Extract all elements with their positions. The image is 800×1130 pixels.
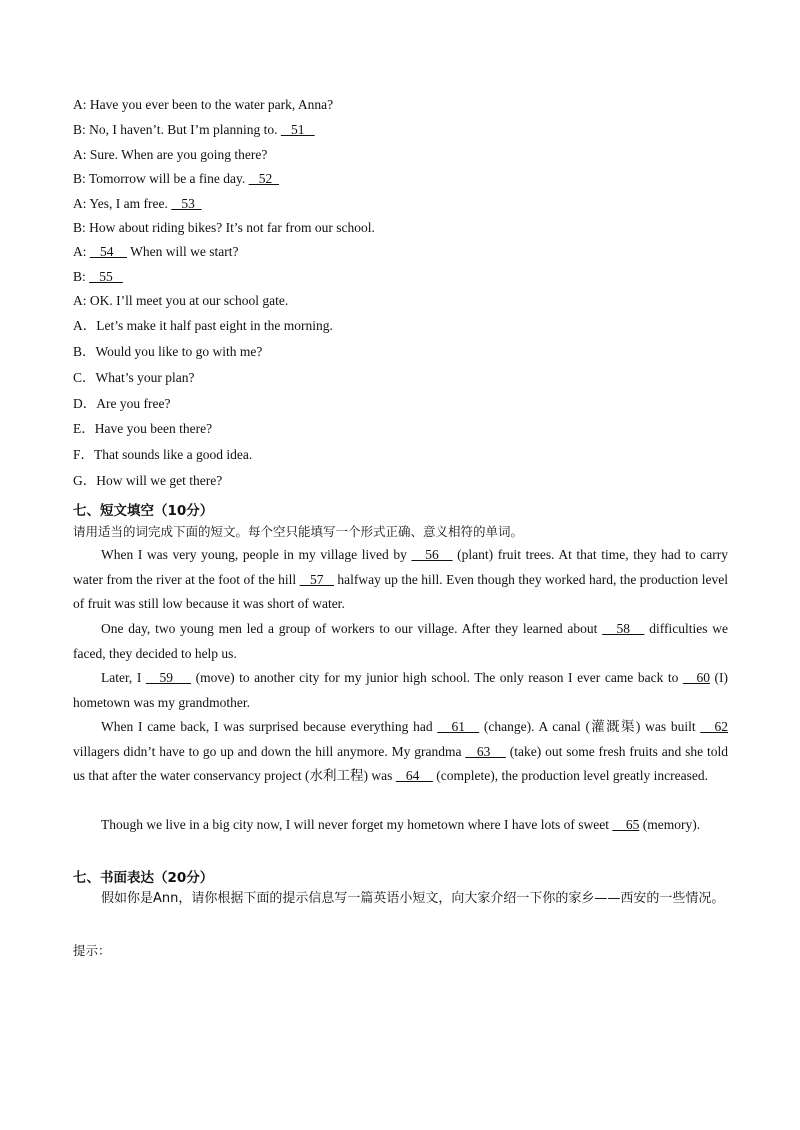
speaker-label: A: xyxy=(73,244,87,259)
option-item: G．How will we get there? xyxy=(73,473,223,488)
text: Though we live in a big city now, I will never forget my hometown where I have lots of sweet xyxy=(101,817,613,832)
passage-paragraph-2 xyxy=(73,617,728,666)
text: Later, I xyxy=(101,670,146,685)
dialogue-line xyxy=(73,269,123,285)
blank-56[interactable]: 56 xyxy=(411,547,453,562)
speaker-label: A: xyxy=(73,147,87,162)
blank-57[interactable]: 57 xyxy=(299,571,334,587)
passage-paragraph-1 xyxy=(73,543,728,617)
option-item: C．What’s your plan? xyxy=(73,370,195,385)
blank-62[interactable]: 62 xyxy=(700,719,729,734)
option-item: B．Would you like to go with me? xyxy=(73,344,263,359)
writing-hint: 提示： xyxy=(73,943,111,958)
blank-59[interactable]: 59 xyxy=(145,670,192,685)
option-item: A．Let’s make it half past eight in the morning. xyxy=(73,318,333,333)
text: One day, two young men led a group of workers to our village. After they learned about xyxy=(101,621,603,636)
writing-section-title: 七、书面表达（20分） xyxy=(73,870,214,886)
section-7-title: 七、短文填空（10分） xyxy=(73,503,214,519)
answer-blank[interactable]: 52 xyxy=(248,171,280,186)
answer-blank[interactable]: 55 xyxy=(89,269,123,284)
option-item: F．That sounds like a good idea. xyxy=(73,447,253,462)
dialogue-line xyxy=(73,171,279,187)
dialogue-text: Yes, I am free. xyxy=(86,196,172,211)
text: difficulties we faced, they decided to help us. xyxy=(73,621,728,661)
passage-paragraph-3 xyxy=(73,666,728,715)
dialogue-line xyxy=(73,293,288,309)
dialogue-text: No, I haven’t. But I’m planning to. xyxy=(85,122,281,137)
blank-65[interactable]: 65 xyxy=(612,817,640,832)
dialogue-line xyxy=(73,220,375,236)
dialogue-text: Have you ever been to the water park, Anna? xyxy=(86,97,334,112)
speaker-label: B: xyxy=(73,171,86,186)
dialogue-line xyxy=(73,122,315,138)
text: halfway up the hill. Even though they worked hard, the production level of fruit was still low because it was short of water. xyxy=(73,571,728,611)
answer-blank[interactable]: 53 xyxy=(171,196,202,211)
dialogue-text: When will we start? xyxy=(127,244,239,259)
text: (plant) fruit trees. At that time, they had to carry water from the river at the foot of the hill xyxy=(73,547,729,587)
blank-64[interactable]: 64 xyxy=(395,768,433,783)
dialogue-text: Tomorrow will be a fine day. xyxy=(85,171,249,186)
option-item: D．Are you free? xyxy=(73,396,171,411)
text: When I was very young, people in my village lived by xyxy=(101,547,412,562)
dialogue-line xyxy=(73,196,202,212)
blank-63[interactable]: 63 xyxy=(465,743,506,759)
passage-paragraph-4 xyxy=(73,715,728,789)
speaker-label: B: xyxy=(73,269,86,284)
writing-prompt: 假如你是Ann，请你根据下面的提示信息写一篇英语小短文，向大家介绍一下你的家乡——西安的一些情况。 xyxy=(101,891,725,906)
text: (complete), the production level greatly increased. xyxy=(432,768,709,783)
blank-60[interactable]: 60 xyxy=(682,670,710,685)
passage-paragraph-5 xyxy=(73,813,728,838)
speaker-label: A: xyxy=(73,196,87,211)
answer-blank[interactable]: 51 xyxy=(280,122,315,137)
dialogue-line xyxy=(73,244,238,260)
speaker-label: A: xyxy=(73,97,87,112)
dialogue-line xyxy=(73,147,267,163)
text: (I) hometown was my grandmother. xyxy=(73,670,729,710)
text: When I came back, I was surprised because everything had xyxy=(101,719,438,734)
text: villagers didn’t have to go up and down the hill anymore. My grandma xyxy=(73,743,466,759)
text: (change). A canal (灌溉渠) was built xyxy=(479,719,701,734)
text: (move) to another city for my junior high school. The only reason I ever came back to xyxy=(191,670,683,685)
dialogue-text: OK. I’ll meet you at our school gate. xyxy=(86,293,289,308)
section-7-instruction: 请用适当的词完成下面的短文。每个空只能填写一个形式正确、意义相符的单词。 xyxy=(73,524,524,539)
option-item: E．Have you been there? xyxy=(73,421,213,436)
text: (memory). xyxy=(639,817,701,832)
dialogue-line xyxy=(73,97,333,113)
dialogue-text: Sure. When are you going there? xyxy=(86,147,268,162)
blank-58[interactable]: 58 xyxy=(602,621,645,636)
text: (take) out some fresh fruits and she told us that after the water conservancy project (水利工程) was xyxy=(73,743,728,783)
speaker-label: B: xyxy=(73,122,86,137)
answer-blank[interactable]: 54 xyxy=(89,244,127,259)
speaker-label: B: xyxy=(73,220,86,235)
blank-61[interactable]: 61 xyxy=(437,719,480,734)
speaker-label: A: xyxy=(73,293,87,308)
dialogue-text: How about riding bikes? It’s not far from our school. xyxy=(85,220,375,235)
